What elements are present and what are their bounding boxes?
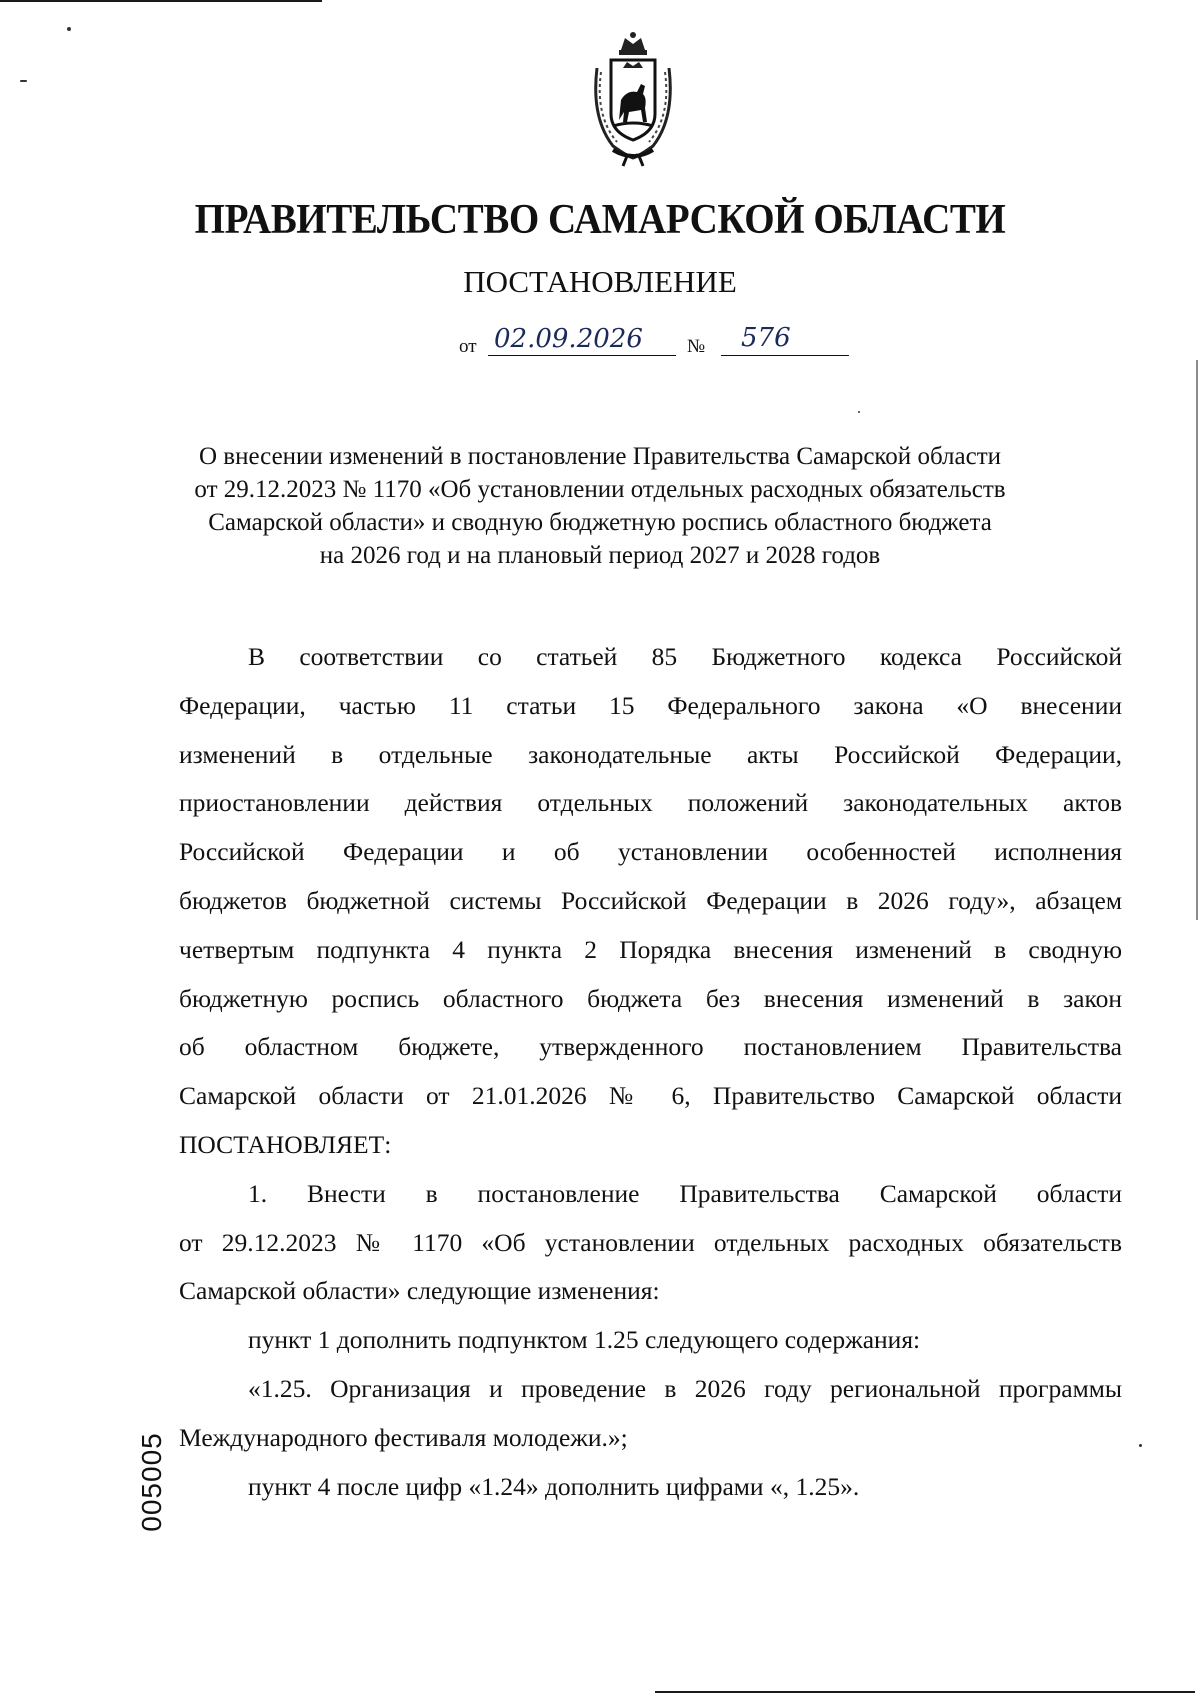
body-line: Самарской области» следующие изменения:: [179, 1276, 660, 1306]
body-line: Международного фестиваля молодежи.»;: [179, 1422, 628, 1452]
scan-edge-top: [0, 0, 322, 2]
subject-line: Самарской области» и сводную бюджетную роспись областного бюджета: [208, 509, 992, 536]
side-registration-code: 005005: [136, 1432, 167, 1532]
samara-coat-of-arms-icon: [583, 28, 683, 168]
body-line: ПОСТАНОВЛЯЕТ:: [179, 1129, 392, 1159]
body-line: от 29.12.2023 № 1170 «Об установлении отдельных расходных обязательств: [179, 1227, 1122, 1257]
date-prefix: от: [459, 336, 477, 357]
scan-speck: [1139, 1444, 1142, 1447]
body-line: пункт 4 после цифр «1.24» дополнить цифрами «, 1.25».: [248, 1471, 860, 1501]
document-number: 576: [721, 322, 849, 356]
body-line: Самарской области от 21.01.2026 № 6, Правительство Самарской области: [179, 1081, 1122, 1111]
scan-speck: [20, 80, 27, 82]
body-line: изменений в отдельные законодательные акты Российской Федерации,: [179, 739, 1122, 769]
body-line: приостановлении действия отдельных положений законодательных актов: [179, 788, 1122, 818]
body-line: четвертым подпункта 4 пункта 2 Порядка внесения изменений в сводную: [179, 934, 1122, 964]
subject-line: на 2026 год и на плановый период 2027 и 2028 годов: [319, 542, 881, 569]
body-line: бюджетную роспись областного бюджета без внесения изменений в закон: [179, 983, 1122, 1013]
date-number-line: [459, 322, 849, 362]
subject-line: от 29.12.2023 № 1170 «Об установлении отдельных расходных обязательств: [194, 476, 1006, 503]
body-line: «1.25. Организация и проведение в 2026 году региональной программы: [248, 1373, 1122, 1403]
body-line: пункт 1 дополнить подпунктом 1.25 следующего содержания:: [248, 1325, 921, 1355]
body-line: бюджетов бюджетной системы Российской Федерации в 2026 году», абзацем: [179, 885, 1122, 915]
document-date: 02.09.2026: [488, 322, 676, 356]
government-title: ПРАВИТЕЛЬСТВО САМАРСКОЙ ОБЛАСТИ: [194, 197, 1006, 243]
scan-speck: [858, 411, 860, 413]
scan-edge-right: [1196, 360, 1198, 920]
subject-line: О внесении изменений в постановление Правительства Самарской области: [198, 443, 1002, 470]
body-line: 1. Внести в постановление Правительства Самарской области: [248, 1178, 1122, 1208]
body-line: В соответствии со статьей 85 Бюджетного кодекса Российской: [248, 642, 1122, 671]
document-subject: [150, 440, 1050, 572]
scan-edge-bottom: [655, 1691, 1195, 1693]
document-body: [179, 633, 1122, 1511]
number-prefix: №: [687, 336, 706, 357]
body-line: Российской Федерации и об установлении особенностей исполнения: [179, 837, 1122, 867]
document-type: ПОСТАНОВЛЕНИЕ: [463, 264, 737, 299]
body-line: Федерации, частью 11 статьи 15 Федерального закона «О внесении: [179, 690, 1122, 720]
body-line: об областном бюджете, утвержденного постановлением Правительства: [179, 1032, 1122, 1062]
scan-speck: [67, 27, 71, 31]
